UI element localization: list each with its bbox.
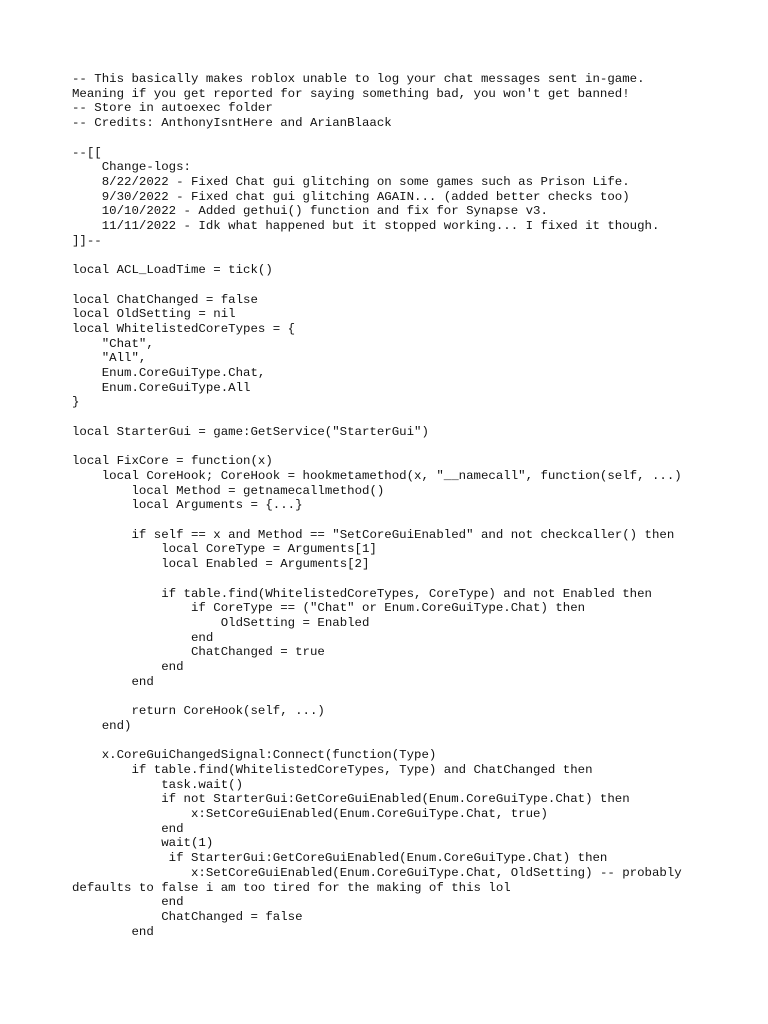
code-line: 8/22/2022 - Fixed Chat gui glitching on some games such as Prison Life. bbox=[72, 174, 630, 189]
code-line: "Chat", bbox=[72, 336, 154, 351]
code-line: x:SetCoreGuiEnabled(Enum.CoreGuiType.Chat, true) bbox=[72, 807, 548, 822]
code-line: local Enabled = Arguments[2] bbox=[72, 557, 370, 572]
code-line: 10/10/2022 - Added gethui() function and fix for Synapse v3. bbox=[72, 204, 548, 219]
code-line: 11/11/2022 - Idk what happened but it stopped working... I fixed it though. bbox=[72, 219, 660, 234]
code-line: x.CoreGuiChangedSignal:Connect(function(Type) bbox=[72, 748, 437, 763]
code-line: if StarterGui:GetCoreGuiEnabled(Enum.CoreGuiType.Chat) then bbox=[72, 851, 608, 866]
code-line: end bbox=[72, 895, 184, 910]
code-line: local WhitelistedCoreTypes = { bbox=[72, 321, 296, 336]
code-line: local CoreType = Arguments[1] bbox=[72, 542, 377, 557]
code-line: ChatChanged = true bbox=[72, 645, 325, 660]
code-line: 9/30/2022 - Fixed chat gui glitching AGAIN... (added better checks too) bbox=[72, 189, 630, 204]
code-line: -- This basically makes roblox unable to log your chat messages sent in-game. bbox=[72, 72, 645, 86]
blank-line bbox=[72, 513, 712, 528]
blank-line bbox=[72, 248, 712, 263]
code-line: -- Credits: AnthonyIsntHere and ArianBlaack bbox=[72, 116, 392, 131]
code-line: end) bbox=[72, 718, 132, 733]
code-line: wait(1) bbox=[72, 836, 214, 851]
code-line: Enum.CoreGuiType.All bbox=[72, 380, 251, 395]
code-line: end bbox=[72, 674, 154, 689]
blank-line bbox=[72, 131, 712, 146]
code-line: end bbox=[72, 821, 184, 836]
code-line: end bbox=[72, 924, 154, 939]
code-line: if self == x and Method == "SetCoreGuiEnabled" and not checkcaller() then bbox=[72, 527, 675, 542]
code-line: } bbox=[72, 395, 80, 410]
blank-line bbox=[72, 734, 712, 749]
code-line: if not StarterGui:GetCoreGuiEnabled(Enum.CoreGuiType.Chat) then bbox=[72, 792, 630, 807]
code-line: ]]-- bbox=[72, 233, 102, 248]
code-line: task.wait() bbox=[72, 777, 244, 792]
code-line: OldSetting = Enabled bbox=[72, 615, 370, 630]
code-line: -- Store in autoexec folder bbox=[72, 101, 273, 116]
code-line: local StarterGui = game:GetService("StarterGui") bbox=[72, 424, 429, 439]
code-line: defaults to false i am too tired for the making of this lol bbox=[72, 880, 511, 895]
code-line: --[[ bbox=[72, 145, 102, 160]
code-line: local CoreHook; CoreHook = hookmetamethod(x, "__namecall", function(self, ...) bbox=[72, 468, 682, 483]
code-line: if CoreType == ("Chat" or Enum.CoreGuiType.Chat) then bbox=[72, 601, 586, 616]
code-line: local Method = getnamecallmethod() bbox=[72, 483, 385, 498]
code-line: Change-logs: bbox=[72, 160, 191, 175]
blank-line bbox=[72, 278, 712, 293]
blank-line bbox=[72, 689, 712, 704]
code-line: if table.find(WhitelistedCoreTypes, CoreType) and not Enabled then bbox=[72, 586, 652, 601]
code-line: local FixCore = function(x) bbox=[72, 454, 273, 469]
code-line: end bbox=[72, 660, 184, 675]
code-line: local ChatChanged = false bbox=[72, 292, 258, 307]
blank-line bbox=[72, 572, 712, 587]
blank-line bbox=[72, 440, 712, 455]
code-line: local ACL_LoadTime = tick() bbox=[72, 263, 273, 278]
code-line: Enum.CoreGuiType.Chat, bbox=[72, 366, 266, 381]
code-line: return CoreHook(self, ...) bbox=[72, 704, 325, 719]
code-line: if table.find(WhitelistedCoreTypes, Type) and ChatChanged then bbox=[72, 762, 593, 777]
code-line: local OldSetting = nil bbox=[72, 307, 236, 322]
code-line: "All", bbox=[72, 351, 147, 366]
code-line: local Arguments = {...} bbox=[72, 498, 303, 513]
blank-line bbox=[72, 410, 712, 425]
code-line: x:SetCoreGuiEnabled(Enum.CoreGuiType.Chat, OldSetting) -- probably bbox=[72, 865, 682, 880]
code-line: ChatChanged = false bbox=[72, 909, 303, 924]
code-line: Meaning if you get reported for saying something bad, you won't get banned! bbox=[72, 86, 630, 101]
code-block bbox=[72, 72, 712, 939]
code-line: end bbox=[72, 630, 214, 645]
